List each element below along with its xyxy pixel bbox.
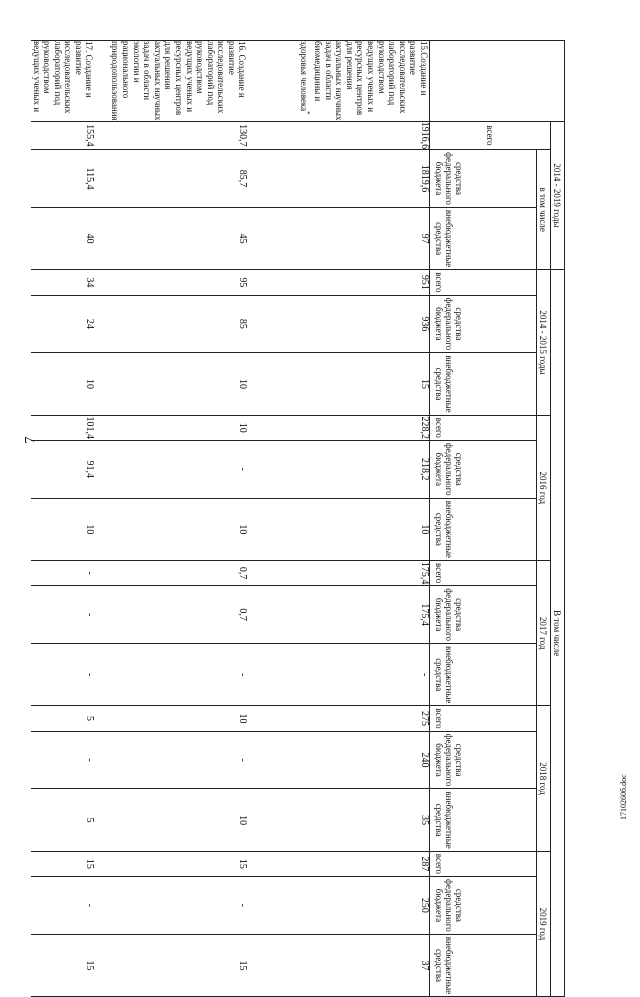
rotated-table-canvas: [31, 40, 565, 995]
cell: 130,7: [95, 121, 248, 150]
cell: 10: [31, 353, 95, 415]
footer-filename: 1710260б.doc: [619, 774, 628, 820]
cell: 218,2: [248, 440, 430, 498]
header-y5-extra: внебюджетные средства: [430, 934, 537, 996]
cell: 35: [248, 789, 430, 851]
cell: -: [95, 440, 248, 498]
cell: 5: [31, 706, 95, 731]
cell: 15: [248, 353, 430, 415]
header-y2-federal: средства федерального бюджета: [430, 440, 537, 498]
header-y5-federal: средства федерального бюджета: [430, 877, 537, 935]
cell: -: [95, 877, 248, 935]
cell: 275: [248, 706, 430, 731]
cell: 40: [31, 207, 95, 269]
cell: -: [95, 731, 248, 789]
cell: 240: [248, 731, 430, 789]
cell: 24: [31, 295, 95, 353]
header-y2-extra: внебюджетные средства: [430, 498, 537, 560]
cell: 1916,6: [248, 121, 430, 150]
cell: 15: [31, 851, 95, 876]
cell: 10: [95, 415, 248, 440]
header-y1-federal: средства федерального бюджета: [430, 295, 537, 353]
cell: 115,4: [31, 150, 95, 208]
table-row: [95, 41, 248, 997]
cell: 250: [248, 877, 430, 935]
cell: -: [31, 731, 95, 789]
header-y5-total: всего: [430, 851, 537, 876]
header-y4-extra: внебюджетные средства: [430, 789, 537, 851]
table-row: [248, 41, 430, 997]
header-y3-total: всего: [430, 561, 537, 586]
header-y2-total: всего: [430, 415, 537, 440]
cell: 91,4: [31, 440, 95, 498]
cell: 97: [248, 207, 430, 269]
cell: 5: [31, 789, 95, 851]
header-y3-extra: внебюджетные средства: [430, 644, 537, 706]
header-y4-federal: средства федерального бюджета: [430, 731, 537, 789]
cell: 10: [95, 706, 248, 731]
header-sub-in-that-number: в том числе: [537, 150, 551, 270]
cell: 15: [95, 851, 248, 876]
row-label: 15.Создание и развитие исследовательских лабораторий под руководством ведущих ученых и ресурсных центров для решения актуальных научных задач в области биомедицины и здоровья человека*: [248, 41, 430, 122]
cell: 155,4: [31, 121, 95, 150]
cell: 175,4: [248, 561, 430, 586]
cell: 0,7: [95, 586, 248, 644]
header-y4-total: всего: [430, 706, 537, 731]
header-total-all: всего: [430, 121, 551, 150]
header-total-extra: внебюджетные средства: [430, 207, 537, 269]
header-total-period: 2014 - 2019 годы: [551, 121, 565, 270]
header-year-2019: 2019 год: [537, 851, 551, 996]
cell: -: [31, 561, 95, 586]
cell: 951: [248, 270, 430, 295]
page-number: 7: [23, 436, 38, 444]
header-label-blank: [430, 41, 565, 122]
table-row: [31, 41, 95, 997]
cell: 45: [95, 207, 248, 269]
cell: 10: [95, 498, 248, 560]
header-y3-federal: средства федерального бюджета: [430, 586, 537, 644]
cell: 95: [95, 270, 248, 295]
cell: 175,4: [248, 586, 430, 644]
footnote-star: *: [303, 111, 312, 115]
header-year-2018: 2018 год: [537, 706, 551, 851]
cell: -: [95, 644, 248, 706]
header-year-2014-2015: 2014 - 2015 годы: [537, 270, 551, 415]
cell: -: [31, 644, 95, 706]
header-year-2017: 2017 год: [537, 561, 551, 706]
cell: 101,4: [31, 415, 95, 440]
header-y1-total: всего: [430, 270, 537, 295]
cell: 0,7: [95, 561, 248, 586]
row-label: 17. Создание и развитие исследовательских лабораторий под руководством ведущих ученых и: [31, 41, 95, 122]
cell: 10: [248, 498, 430, 560]
cell: 85: [95, 295, 248, 353]
header-y1-extra: внебюджетные средства: [430, 353, 537, 415]
cell: 85,7: [95, 150, 248, 208]
header-year-2016: 2016 год: [537, 415, 551, 560]
cell: 15: [31, 934, 95, 996]
header-in-that-number: В том числе: [551, 270, 565, 997]
cell: -: [248, 644, 430, 706]
cell: 1819,6: [248, 150, 430, 208]
cell: 37: [248, 934, 430, 996]
cell: 228,2: [248, 415, 430, 440]
funding-table: [31, 40, 565, 997]
cell: 287: [248, 851, 430, 876]
cell: 34: [31, 270, 95, 295]
cell: 15: [95, 934, 248, 996]
cell: 936: [248, 295, 430, 353]
cell: 10: [95, 789, 248, 851]
header-total-federal: средства федерального бюджета: [430, 150, 537, 208]
cell: -: [31, 877, 95, 935]
cell: 10: [95, 353, 248, 415]
cell: 10: [31, 498, 95, 560]
cell: -: [31, 586, 95, 644]
row-label: 16. Создание и развитие исследовательских лабораторий под руководством ведущих ученых и ресурсных центров для решения актуальных научных задач в области экологии и рационального природопользования: [95, 41, 248, 122]
